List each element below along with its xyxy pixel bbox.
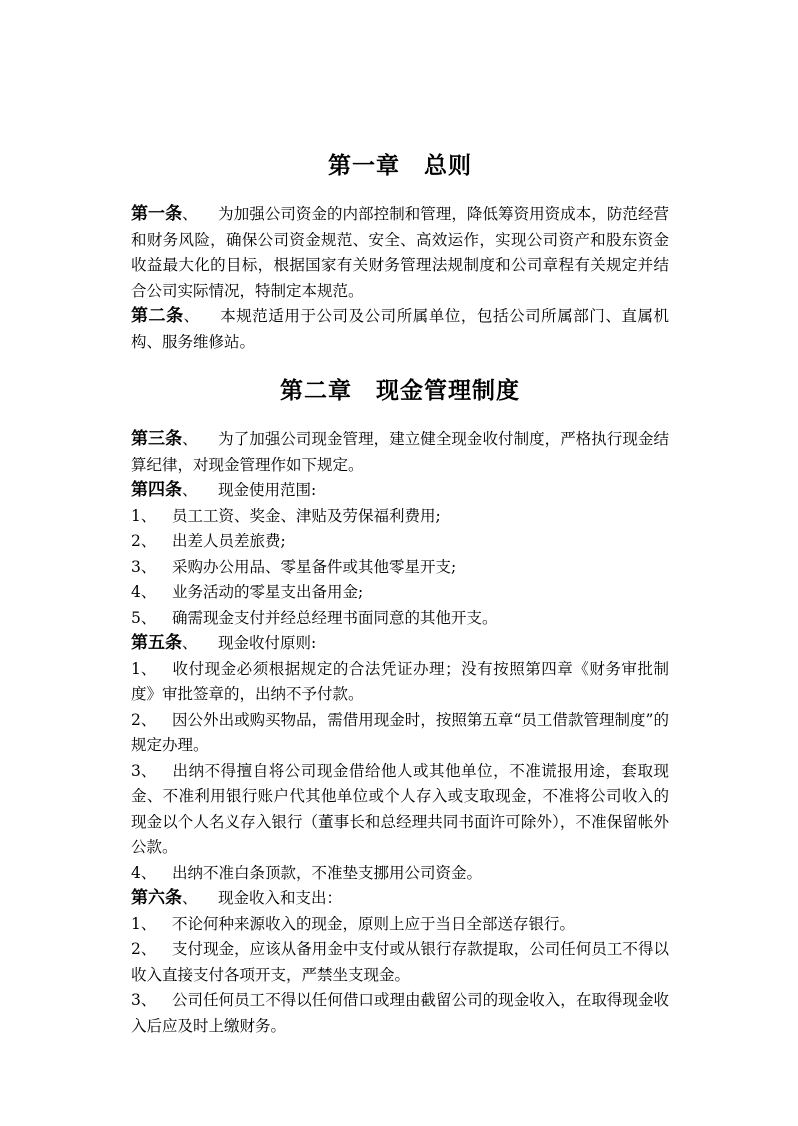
article-separator: 、	[182, 634, 198, 652]
chapter-title: 第一章 总则	[328, 152, 472, 179]
item-text: 因公外出或购买物品，需借用现金时，按照第五章“员工借款管理制度”的规定办理。	[131, 710, 669, 754]
article-label: 第六条	[131, 888, 182, 908]
item-number: 1、	[131, 914, 157, 933]
item-text: 出纳不准白条顶款，不准垫支挪用公司资金。	[172, 863, 483, 882]
list-item	[131, 708, 669, 759]
article-5	[131, 631, 669, 657]
list-item	[131, 759, 669, 861]
item-number: 3、	[131, 557, 157, 576]
article-text: 现金收付原则:	[218, 634, 317, 652]
item-number: 4、	[131, 583, 157, 601]
article-text: 现金使用范围:	[218, 481, 317, 499]
list-item	[131, 988, 669, 1039]
item-text: 收付现金必须根据规定的合法凭证办理；没有按照第四章《财务审批制度》审批签章的，出纳不予付款。	[131, 659, 669, 703]
article-separator: 、	[182, 481, 198, 499]
item-number: 1、	[131, 659, 157, 678]
article-label: 第五条	[131, 633, 182, 653]
item-number: 5、	[131, 608, 157, 627]
article-text: 现金收入和支出：	[218, 889, 343, 907]
item-text: 出纳不得擅自将公司现金借给他人或其他单位，不准谎报用途，套取现金、不准利用银行账户代其他单位或个人存入或支取现金，不准将公司收入的现金以个人名义存入银行（董事长和总经理共同书面许可除外），不准保留帐外公款。	[131, 761, 669, 856]
article-6	[131, 886, 669, 912]
list-item	[131, 937, 669, 988]
list-item	[131, 504, 669, 530]
article-label: 第四条	[131, 480, 182, 500]
list-item	[131, 912, 669, 938]
list-item	[131, 529, 669, 555]
article-text: 为了加强公司现金管理，建立健全现金收付制度，严格执行现金结算纪律，对现金管理作如下规定。	[131, 430, 669, 474]
item-text: 公司任何员工不得以任何借口或理由截留公司的现金收入，在取得现金收入后应及时上缴财务。	[131, 991, 669, 1035]
item-number: 2、	[131, 532, 157, 550]
chapter-1	[131, 150, 669, 355]
list-item	[131, 580, 669, 606]
item-text: 员工工资、奖金、津贴及劳保福利费用;	[172, 506, 441, 525]
chapter-2	[131, 375, 669, 1039]
item-text: 采购办公用品、零星备件或其他零星开支;	[172, 557, 457, 576]
item-number: 3、	[131, 991, 157, 1009]
item-text: 业务活动的零星支出备用金;	[172, 583, 364, 601]
item-text: 确需现金支付并经总经理书面同意的其他开支。	[172, 608, 498, 627]
item-number: 2、	[131, 940, 157, 958]
chapter-title: 第二章 现金管理制度	[280, 377, 520, 404]
article-text: 本规范适用于公司及公司所属单位，包括公司所属部门、直属机构、服务维修站。	[131, 307, 669, 351]
item-text: 支付现金，应该从备用金中支付或从银行存款提取，公司任何员工不得以收入直接支付各项开支，严禁坐支现金。	[131, 940, 669, 984]
article-label: 第一条	[131, 204, 183, 224]
article-2	[131, 304, 669, 355]
article-text: 为加强公司资金的内部控制和管理，降低筹资用资成本，防范经营和财务风险，确保公司资金规范、安全、高效运作，实现公司资产和股东资金收益最大化的目标，根据国家有关财务管理法规制度和公司章程有关规定并结合公司实际情况，特制定本规范。	[131, 205, 669, 300]
article-separator: 、	[182, 430, 198, 448]
list-item	[131, 657, 669, 708]
article-label: 第二条	[131, 306, 184, 326]
item-text: 出差人员差旅费;	[172, 532, 286, 550]
document-page	[131, 150, 669, 1039]
article-1	[131, 202, 669, 304]
article-label: 第三条	[131, 429, 183, 449]
item-text: 不论何种来源收入的现金，原则上应于当日全部送存银行。	[172, 914, 576, 933]
list-item	[131, 606, 669, 632]
item-number: 2、	[131, 710, 157, 729]
item-number: 3、	[131, 761, 157, 780]
article-separator: 、	[183, 307, 200, 325]
article-separator: 、	[182, 205, 198, 223]
item-number: 1、	[131, 506, 157, 525]
item-number: 4、	[131, 863, 157, 882]
list-item	[131, 555, 669, 581]
article-4	[131, 478, 669, 504]
list-item	[131, 861, 669, 887]
article-separator: 、	[182, 889, 198, 907]
article-3	[131, 427, 669, 478]
